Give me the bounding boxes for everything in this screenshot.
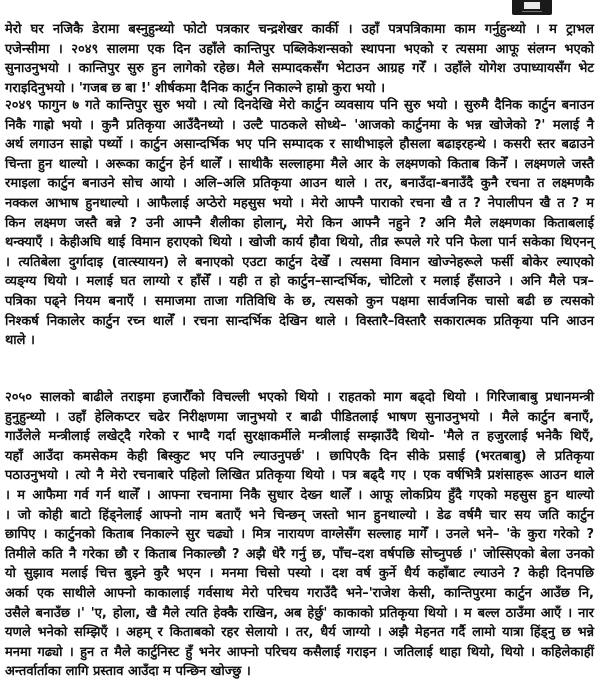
text-line: एजेन्सीमा । २०४९ सालमा एक दिन उहाँले कान्तिपुर पब्लिकेशन्सको स्थापना भएको र त्यसमा आफू संलग्न भएको — [5, 41, 594, 57]
paragraph-3 — [5, 388, 594, 682]
text-line: गाउँलेले मन्त्रीलाई लखेट्दै गरेको र भाग्दै गर्दा सुरक्षाकर्मीले मन्त्रीलाई सम्झाउँदै थियो- 'मैले त हजुरलाई भनेकै थिएँ, — [5, 429, 594, 445]
text-line: रमाइला कार्टुन बनाउने सोच आयो । अलि–अलि प्रतिकृया आउन थाले । तर, बनाउँदा-बनाउँदै कुनै रचना त लक्ष्मणकै — [5, 176, 594, 192]
text-line: हुनुहुन्थ्यो । उहाँ हेलिकप्टर चढेर निरीक्षणमा जानुभयो र बाढी पीडितलाई भाषण सुनाउनुभयो । मैले कार्टुन बनाएँ, — [5, 409, 594, 425]
text-line: थन्क्याएँ । केहीअघि थाई विमान हराएको थियो । खोजी कार्य हौवा थियो, तीव्र रूपले गरे पनि फेला पार्न सकेका थिएनन् — [5, 235, 594, 251]
text-line: नक्कल आभाष हुनथाल्यो । आफैलाई अप्ठेरो महसुस भयो । मेरो आफ्नै पाराको रचना खै त ? नेपालीपन खै त ? म — [5, 195, 594, 211]
text-line: पत्रिका पढ्ने नियम बनाएँ । समाजमा ताजा गतिविधि के छ, त्यसको कुन पक्षमा सार्वजनिक चासो बढी छ त्यसको — [5, 293, 594, 309]
paragraph-1 — [5, 20, 594, 98]
text-line: पठाउनुभयो । त्यो नै मेरो रचनाबारे पहिलो लिखित प्रतिकृया थियो । पत्र बढ्दै गए । एक वर्षभित्रै प्रशंसाहरू आउन थाले — [5, 468, 594, 484]
text-line: तिमीले कति नै गरेका छौ र किताब निकाल्छौ ? अझै धेरै गर्नु छ, पाँच–दश वर्षपछि सोच्नुपर्छ ।' जोस्सिएको बेला उनको — [5, 546, 594, 562]
text-line: गराइदिनुभयो । 'गजब छ बा !' शीर्षकमा दैनिक कार्टुन निकाल्ने हाम्रो कुरा भयो । — [5, 80, 385, 96]
text-line: यणले भनेको सम्झिएँ । अहम् र किताबको रहर सेलायो । तर, धैर्य जाग्यो । अझै मेहनत गर्दै लामो यात्रा हिंड्नु छ भन्ने — [5, 625, 594, 641]
text-line: अर्का एक साथीले आफ्नो काकालाई गर्वसाथ मेरो परिचय गराउँदै भने–'राजेश केसी, कान्तिपुरमा कार्टुन आउँछ नि, — [5, 585, 594, 601]
text-line: थाले । — [5, 333, 35, 349]
text-line: चिन्ता हुन थाल्यो । अरूका कार्टुन हेर्न थालेँ । साथीकै सल्लाहमा मैले आर के लक्ष्मणको किताब किनेँ । लक्ष्मणले जस्तै — [5, 156, 594, 172]
text-line: । म आफैमा गर्व गर्न थालेँ । आफ्ना रचनामा निकै सुधार देख्न थालेँ । आफू लोकप्रिय हुँदै गएको महसुस हुन थाल्यो — [5, 487, 594, 503]
text-line: निकै गाह्रो भयो । कुनै प्रतिकृया आउँदैनथ्यो । उल्टै पाठकले सोध्थे– 'आजको कार्टुनमा के भन्न खोजेको ?' मलाई नै — [5, 117, 594, 133]
text-line: अर्थ लगाउन साह्रो पर्थ्यो । कार्टुन असान्दर्भिक भए पनि सम्पादक र साथीभाइले हौसला बढाइरहन्थे । कसरी स्तर बढाउने — [5, 137, 594, 153]
text-line: मेरो घर नजिकै डेरामा बस्नुहुन्थ्यो फोटो पत्रकार चन्द्रशेखर कार्की । उहाँ पत्रपत्रिकामा काम गर्नुहुन्थ्यो । म ट्राभल — [5, 22, 594, 37]
printer-icon[interactable] — [512, 0, 552, 15]
text-line: छापिए । कार्टुनको किताब निकाल्ने सुर चढ्यो । मित्र नारायण वाग्लेसँग सल्लाह मागेँ । उनले भने– 'के कुरा गरेको ? — [5, 527, 594, 543]
printer-icon-paper — [524, 2, 540, 9]
text-line: किन लक्ष्मण जस्तै बन्ने ? उनी आफ्नै शैलीका होलान्, मेरो किन आफ्नै नहुने ? अनि मैले लक्ष्मणका किताबलाई — [5, 215, 594, 231]
text-line: । जो कोही बाटो हिंड्नेलाई आफ्नो नाम बताएँ भने चिन्छन् जस्तो भान हुनथाल्यो । डेढ वर्षमै चार सय जति कार्टुन — [5, 507, 594, 523]
paragraph-2 — [5, 96, 594, 351]
text-line: यो सुझाव मलाई चित्त बुझ्ने कुरै भएन । मनमा चिसो पस्यो । दश वर्ष कुर्ने धैर्य कहाँबाट ल्याउने ? केही दिनपछि — [5, 566, 594, 582]
text-line: अन्तर्वार्ताका लागि प्रस्ताव आउँदा म पन्छिन खोज्छु । — [5, 664, 251, 680]
text-line: उसैले बनाउँछ ।' 'ए, होला, खै मैले त्यति हेक्कै राखिन, अब हेर्छु' काकाको प्रतिकृया थियो । म बल्ल ठाउँमा आएँ । नार — [5, 605, 594, 621]
text-line: व्यङ्ग्य थियो । मलाई घत लाग्यो र हाँसेँ । यही त हो कार्टुन–सान्दर्भिक, चोटिलो र मलाई हँसाउने । अनि मैले पत्र– — [5, 274, 594, 290]
text-line: यहाँ आउँदा कमसेकम केही बिस्कुट भए पनि ल्याउनुपर्छ' । छापिएकै दिन सीके प्रसाई (भरतबाबु) ले प्रतिकृया — [5, 448, 594, 464]
printer-icon-slot — [522, 11, 542, 12]
text-line: सुनाउनुभयो । कान्तिपुर सुरु हुन लागेको रहेछ। मैले सम्पादकसँग भेटाउन आग्रह गरेँ । उहाँले योगेश उपाध्यायसँग भेट — [5, 61, 594, 77]
text-line: निश्कर्ष निकालेर कार्टुन रच्न थालेँ । रचना सान्दर्भिक देखिन थाले । विस्तारै–विस्तारै सकारात्मक प्रतिकृया पनि आउन — [5, 313, 594, 329]
text-line: २०४९ फागुन ७ गते कान्तिपुर सुरु भयो । त्यो दिनदेखि मेरो कार्टुन व्यवसाय पनि सुरु भयो । सुरुमै दैनिक कार्टुन बनाउन — [5, 98, 594, 113]
text-line: २०५० सालको बाढीले तराइमा हजारौँको विचल्ली भएको थियो । राहतको माग बढ्दो थियो । गिरिजाबाबु प्रधानमन्त्री — [5, 390, 594, 405]
text-line: मनमा गढ्यो । हुन त मैले कार्टुनिस्ट हुँ भनेर आफ्नो परिचय कसैलाई गराइन । जतिलाई थाहा थियो, थियो । कहिलेकाहीं — [5, 644, 594, 660]
text-line: । त्यतिबेला दुर्गादाइ (वात्स्यायन) ले बनाएको एउटा कार्टुन देखेँ । त्यसमा विमान खोज्नेहरूले फर्सी बोकेर ल्याएको — [5, 254, 594, 270]
